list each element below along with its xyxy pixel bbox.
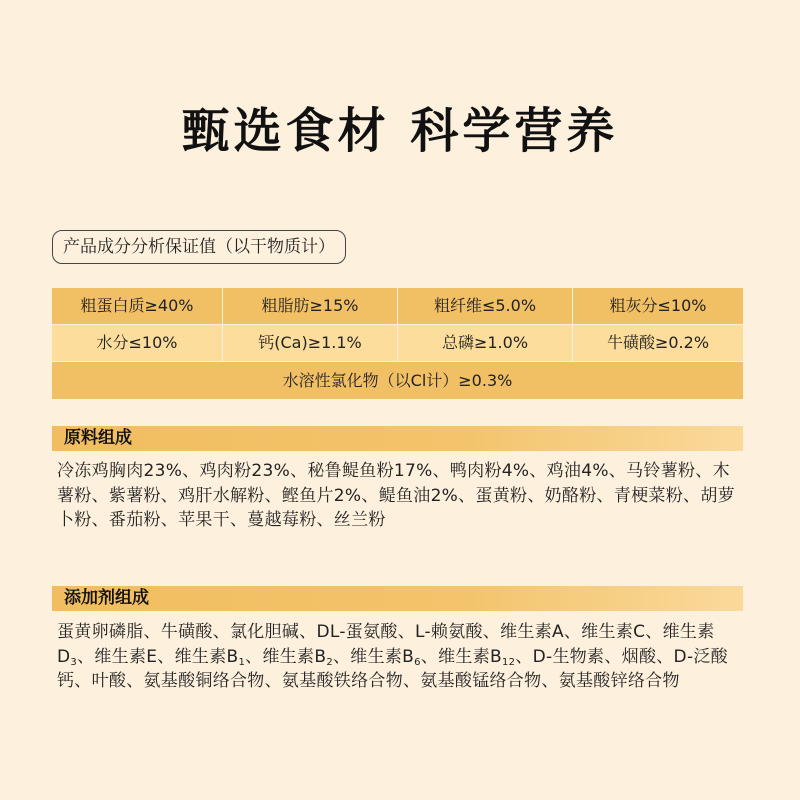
additives-heading: 添加剂组成 <box>52 586 743 611</box>
subscript: 3 <box>70 656 78 668</box>
ingredients-heading: 原料组成 <box>52 426 743 451</box>
page-title: 甄选食材 科学营养 <box>181 103 619 159</box>
subscript: 12 <box>502 656 516 668</box>
additives-text <box>57 620 747 694</box>
table-cell-wide: 水溶性氯化物（以Cl计）≥0.3% <box>52 362 743 399</box>
table-cell: 牛磺酸≥0.2% <box>573 325 743 361</box>
additives-text-part: 、维生素B <box>420 646 502 667</box>
additives-text-part: 、维生素B <box>245 646 327 667</box>
table-cell: 粗脂肪≥15% <box>223 288 397 324</box>
table-cell: 粗蛋白质≥40% <box>52 288 222 324</box>
additives-text-part: 、D-生物素、烟酸、D-泛酸钙、叶酸、氨基酸铜络合物、氨基酸铁络合物、氨基酸锰络合物、氨基酸锌络合物 <box>57 646 728 691</box>
analysis-table <box>52 288 743 399</box>
table-cell: 水分≤10% <box>52 325 222 361</box>
subscript: 2 <box>326 656 333 668</box>
ingredients-text: 冷冻鸡胸肉23%、鸡肉粉23%、秘鲁鳀鱼粉17%、鸭肉粉4%、鸡油4%、马铃薯粉、木薯粉、紫薯粉、鸡肝水解粉、鲣鱼片2%、鳀鱼油2%、蛋黄粉、奶酪粉、青梗菜粉、胡萝卜粉、番茄粉、苹果干、蔓越莓粉、丝兰粉 <box>57 461 735 530</box>
additives-text-part: 、维生素B <box>332 646 415 667</box>
table-cell: 钙(Ca)≥1.1% <box>223 325 397 361</box>
additives-text-part: 蛋黄卵磷脂、牛磺酸、氯化胆碱、DL-蛋氨酸、L-赖氨酸、维生素A、维生素C、维生素D <box>57 622 715 667</box>
subscript: 1 <box>238 656 246 668</box>
table-cell: 粗纤维≤5.0% <box>398 288 572 324</box>
table-cell: 粗灰分≤10% <box>573 288 743 324</box>
subscript: 6 <box>414 656 421 668</box>
analysis-label: 产品成分分析保证值（以干物质计） <box>52 230 346 264</box>
additives-text-part: 、维生素E、维生素B <box>77 646 239 667</box>
table-cell: 总磷≥1.0% <box>398 325 572 361</box>
